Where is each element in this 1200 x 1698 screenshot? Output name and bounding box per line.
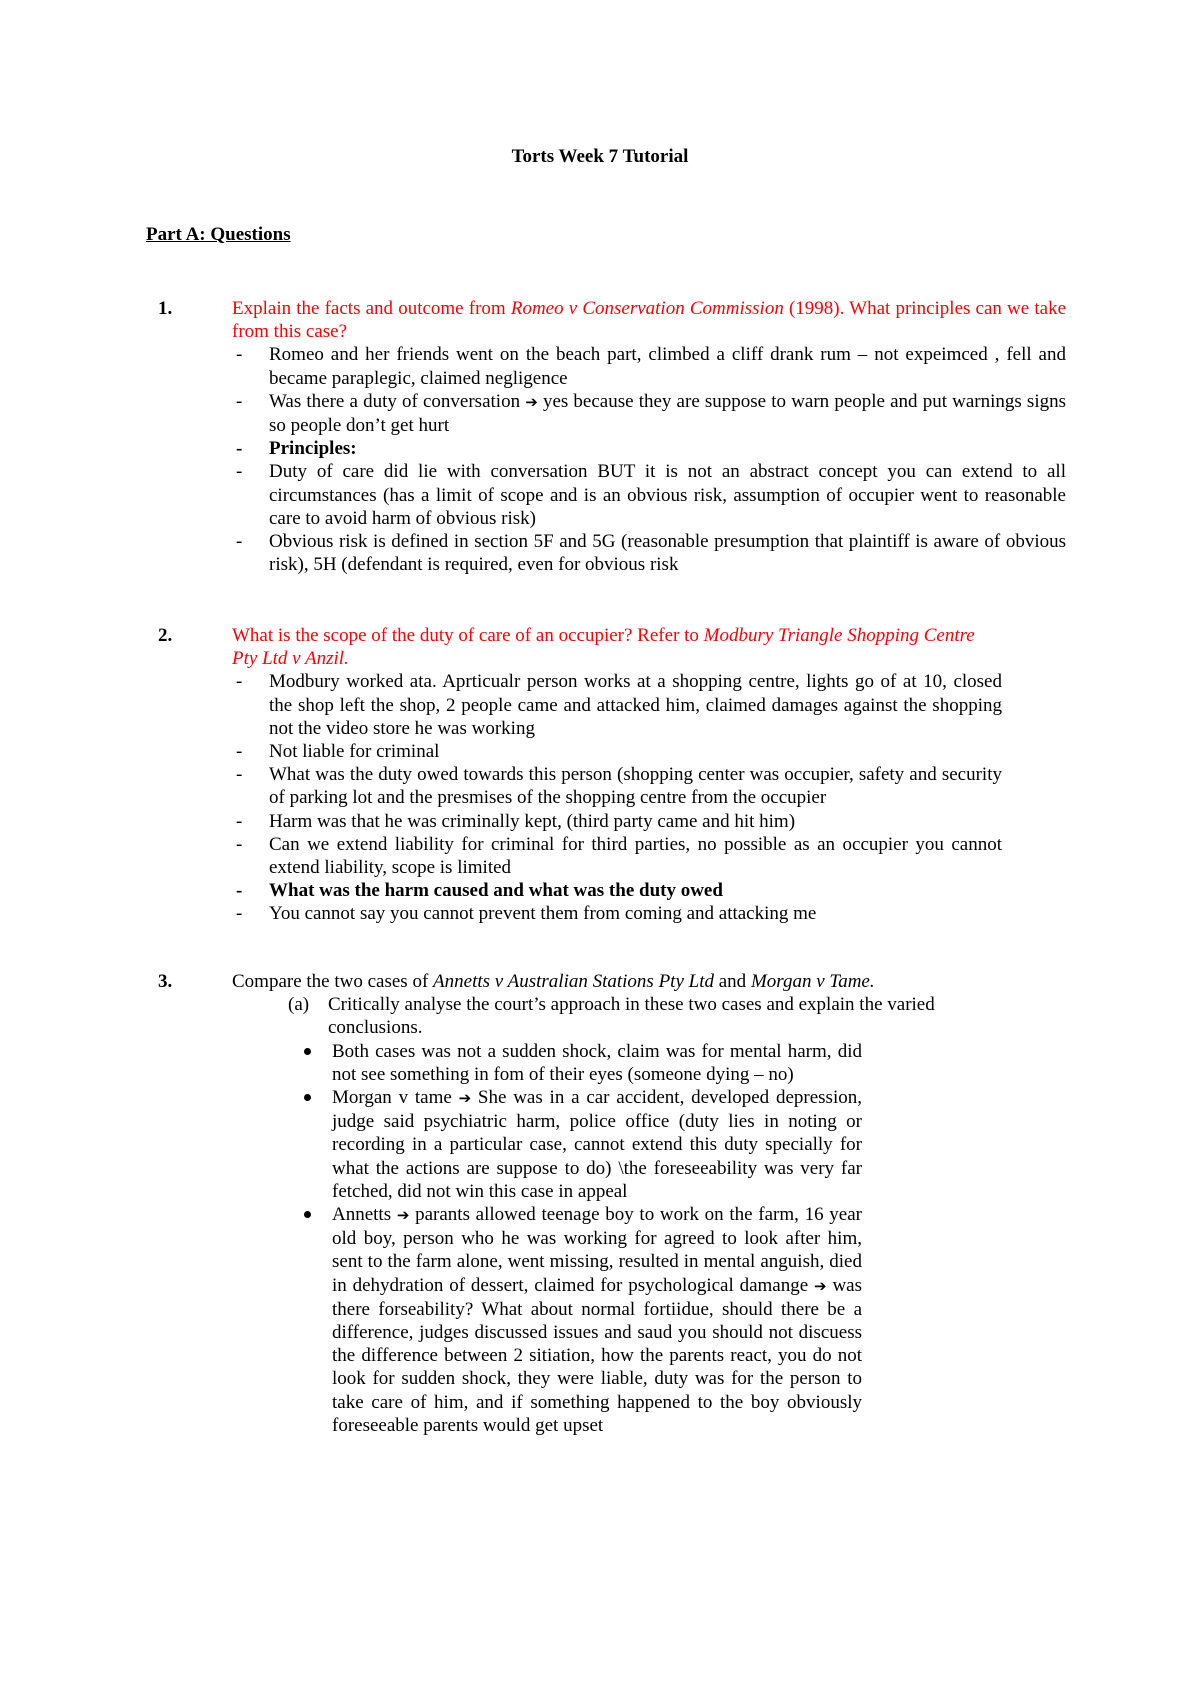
case-name: Morgan v Tame.: [750, 971, 875, 992]
question-1-notes: [232, 343, 1066, 576]
part-a-heading: Part A: Questions: [146, 224, 291, 245]
question-3-notes: [232, 1040, 862, 1437]
note-item: - Duty of care did lie with conversation BUT it is not an abstract concept you can extend to all circumstances (has a limit of scope and is an obvious risk, assumption of occupier went to reasonable care to avoid harm of obvious risk): [232, 460, 1066, 530]
note-text: She was in a car accident, developed depression, judge said psychiatric harm, police office (duty lies in noting or recording in a particular case, cannot extend this duty specially for what the actions are suppose to do) \the foreseeability was very far fetched, did not win this case in appeal: [332, 1087, 862, 1202]
prompt-text: What is the scope of the duty of care of an occupier? Refer to: [232, 625, 704, 646]
case-name: Modbury Triangle Shopping Centre Pty Ltd v Anzil.: [232, 625, 975, 670]
note-item: - Not liable for criminal: [232, 740, 1002, 763]
prompt-text: Compare the two cases of: [232, 971, 434, 992]
arrow-right-icon: ➔: [814, 1276, 827, 1295]
prompt-text: (1998). What principles can we take from this case?: [232, 298, 1066, 343]
document-title: Torts Week 7 Tutorial: [511, 146, 689, 167]
note-item: - What was the duty owed towards this person (shopping center was occupier, safety and security of parking lot and the presmises of the shopping centre from the occupier: [232, 763, 1002, 809]
bullet-item: [302, 1203, 862, 1437]
question-2-number: 2.: [158, 625, 173, 646]
note-item: - Principles:: [232, 437, 1066, 460]
question-3-number: 3.: [158, 971, 173, 992]
note-text: yes because they are suppose to warn people and put warnings signs so people don’t get hurt: [269, 390, 1066, 437]
note-text: Morgan v tame: [332, 1087, 459, 1109]
question-3-prompt: [232, 970, 952, 993]
sub-question-text: Critically analyse the court’s approach in these two cases and explain the varied conclusions.: [328, 994, 935, 1039]
question-2-notes: [232, 670, 1002, 925]
note-item: - What was the harm caused and what was the duty owed: [232, 879, 1002, 902]
note-text: Was there a duty of conversation: [269, 390, 526, 412]
case-name: Annetts v Australian Stations Pty Ltd: [433, 971, 714, 992]
note-text: parants allowed teenage boy to work on the farm, 16 year old boy, person who he was working for agreed to look after him, sent to the farm alone, went missing, resulted in mental anguish, died in dehydration of dessert, claimed for psychological damange: [332, 1204, 862, 1296]
prompt-text: and: [714, 971, 751, 992]
note-text: Annetts: [332, 1204, 397, 1226]
note-item: - Harm was that he was criminally kept, (third party came and hit him): [232, 810, 1002, 833]
prompt-text: Explain the facts and outcome from: [232, 298, 511, 319]
question-2-body: [232, 624, 1002, 926]
arrow-right-icon: ➔: [458, 1089, 472, 1108]
question-1-number: 1.: [158, 298, 173, 319]
sub-question-label: (a): [288, 994, 310, 1016]
note-item: - Obvious risk is defined in section 5F and 5G (reasonable presumption that plaintiff is aware of obvious risk), 5H (defendant is required, even for obvious risk: [232, 530, 1066, 576]
note-item: - Romeo and her friends went on the beach part, climbed a cliff drank rum – not expeimced , fell and became paraplegic, claimed negligence: [232, 343, 1066, 389]
note-item: - Modbury worked ata. Aprticualr person works at a shopping centre, lights go of at 10, closed the shop left the shop, 2 people came and attacked him, claimed damages against the shopping not the video store he was working: [232, 670, 1002, 740]
arrow-right-icon: ➔: [525, 392, 538, 411]
case-name: Romeo v Conservation Commission: [510, 298, 784, 319]
bullet-item: [302, 1086, 862, 1203]
note-item: - You cannot say you cannot prevent them from coming and attacking me: [232, 902, 1002, 925]
question-1-prompt: [232, 297, 1066, 343]
note-item: [232, 390, 1066, 437]
sub-question-a: [232, 993, 938, 1039]
question-2-prompt: [232, 624, 1002, 670]
note-text: was there forseability? What about normal fortiidue, should there be a difference, judges discussed issues and saud you should not discuess the difference between 2 sitiation, how the parents react, you do not look for sudden shock, they were liable, duty was for the person to take care of him, and if something happened to the boy obviously foreseeable parents would get upset: [332, 1274, 862, 1436]
arrow-right-icon: ➔: [396, 1206, 410, 1225]
note-item: - Can we extend liability for criminal for third parties, no possible as an occupier you cannot extend liability, scope is limited: [232, 833, 1002, 879]
bullet-item: Both cases was not a sudden shock, claim was for mental harm, did not see something in fom of their eyes (someone dying – no): [302, 1040, 862, 1086]
question-1-body: [232, 297, 1066, 576]
question-3-body: [232, 970, 952, 1437]
